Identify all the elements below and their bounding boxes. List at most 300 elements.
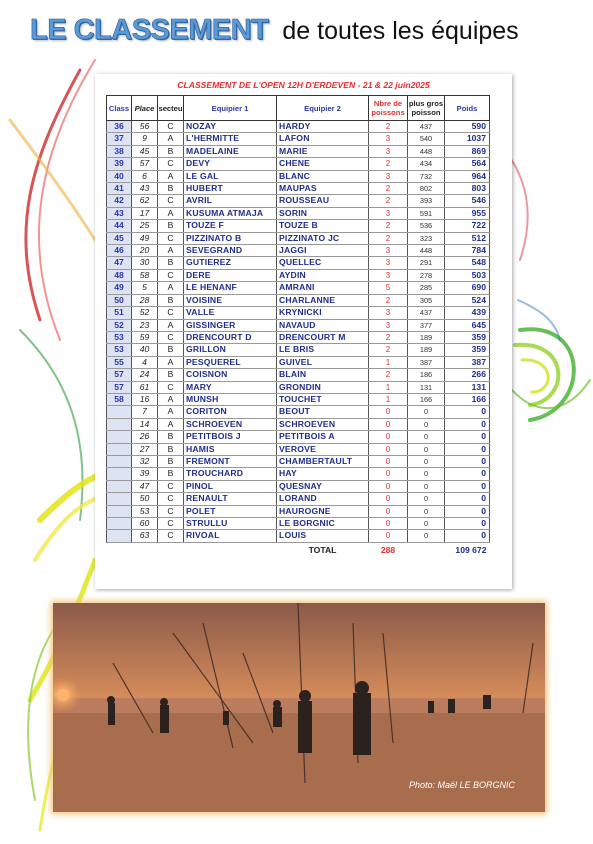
row-secteur: C bbox=[158, 518, 184, 530]
row-place: 43 bbox=[132, 183, 158, 195]
row-nb-poissons: 2 bbox=[369, 232, 408, 244]
row-class: 57 bbox=[107, 381, 132, 393]
row-secteur: C bbox=[158, 331, 184, 343]
table-row bbox=[107, 406, 490, 418]
heading-sub: de toutes les équipes bbox=[282, 17, 519, 45]
row-plus-gros: 0 bbox=[408, 431, 445, 443]
row-place: 53 bbox=[132, 505, 158, 517]
row-equipier1: KUSUMA ATMAJA bbox=[184, 207, 277, 219]
row-class bbox=[107, 406, 132, 418]
row-nb-poissons: 0 bbox=[369, 493, 408, 505]
row-nb-poissons: 0 bbox=[369, 455, 408, 467]
table-row bbox=[107, 319, 490, 331]
table-row bbox=[107, 468, 490, 480]
row-equipier2: DRENCOURT M bbox=[277, 331, 369, 343]
table-row bbox=[107, 121, 490, 133]
table-header-row bbox=[107, 96, 490, 121]
row-place: 16 bbox=[132, 393, 158, 405]
row-equipier1: LE HENANF bbox=[184, 282, 277, 294]
row-plus-gros: 0 bbox=[408, 406, 445, 418]
row-poids: 722 bbox=[445, 220, 490, 232]
table-row bbox=[107, 183, 490, 195]
row-equipier2: HARDY bbox=[277, 121, 369, 133]
row-poids: 524 bbox=[445, 294, 490, 306]
row-place: 50 bbox=[132, 493, 158, 505]
ranking-table bbox=[106, 95, 490, 557]
row-class: 52 bbox=[107, 319, 132, 331]
row-place: 5 bbox=[132, 282, 158, 294]
row-poids: 359 bbox=[445, 331, 490, 343]
row-class: 53 bbox=[107, 331, 132, 343]
row-plus-gros: 448 bbox=[408, 245, 445, 257]
row-class: 40 bbox=[107, 170, 132, 182]
row-nb-poissons: 0 bbox=[369, 468, 408, 480]
table-row bbox=[107, 418, 490, 430]
row-place: 40 bbox=[132, 344, 158, 356]
row-equipier2: PIZZINATO JC bbox=[277, 232, 369, 244]
row-equipier2: SORIN bbox=[277, 207, 369, 219]
row-place: 25 bbox=[132, 220, 158, 232]
row-class bbox=[107, 468, 132, 480]
row-poids: 0 bbox=[445, 455, 490, 467]
row-place: 6 bbox=[132, 170, 158, 182]
table-row bbox=[107, 207, 490, 219]
row-class bbox=[107, 480, 132, 492]
row-equipier2: LOUIS bbox=[277, 530, 369, 542]
row-nb-poissons: 2 bbox=[369, 344, 408, 356]
total-weight: 109 672 bbox=[455, 544, 487, 555]
row-nb-poissons: 1 bbox=[369, 381, 408, 393]
row-poids: 869 bbox=[445, 145, 490, 157]
row-nb-poissons: 3 bbox=[369, 145, 408, 157]
row-poids: 590 bbox=[445, 121, 490, 133]
row-secteur: A bbox=[158, 207, 184, 219]
row-secteur: B bbox=[158, 443, 184, 455]
row-secteur: A bbox=[158, 319, 184, 331]
row-equipier1: NOZAY bbox=[184, 121, 277, 133]
row-secteur: A bbox=[158, 245, 184, 257]
row-equipier2: LAFON bbox=[277, 133, 369, 145]
fishing-photo bbox=[53, 603, 545, 812]
row-equipier2: PETITBOIS A bbox=[277, 431, 369, 443]
row-secteur: C bbox=[158, 480, 184, 492]
row-secteur: C bbox=[158, 232, 184, 244]
table-row bbox=[107, 257, 490, 269]
row-secteur: C bbox=[158, 121, 184, 133]
row-plus-gros: 387 bbox=[408, 356, 445, 368]
row-plus-gros: 437 bbox=[408, 121, 445, 133]
row-class: 41 bbox=[107, 183, 132, 195]
row-class bbox=[107, 443, 132, 455]
table-row bbox=[107, 232, 490, 244]
row-place: 60 bbox=[132, 518, 158, 530]
row-equipier2: MAUPAS bbox=[277, 183, 369, 195]
row-plus-gros: 393 bbox=[408, 195, 445, 207]
row-place: 14 bbox=[132, 418, 158, 430]
row-plus-gros: 732 bbox=[408, 170, 445, 182]
row-equipier1: VALLE bbox=[184, 307, 277, 319]
row-poids: 0 bbox=[445, 518, 490, 530]
row-equipier2: ROUSSEAU bbox=[277, 195, 369, 207]
row-place: 58 bbox=[132, 269, 158, 281]
row-poids: 690 bbox=[445, 282, 490, 294]
row-secteur: C bbox=[158, 505, 184, 517]
row-equipier2: CHENE bbox=[277, 158, 369, 170]
row-plus-gros: 189 bbox=[408, 344, 445, 356]
row-place: 27 bbox=[132, 443, 158, 455]
row-poids: 131 bbox=[445, 381, 490, 393]
row-nb-poissons: 3 bbox=[369, 207, 408, 219]
row-equipier2: CHARLANNE bbox=[277, 294, 369, 306]
row-equipier1: PESQUEREL bbox=[184, 356, 277, 368]
row-equipier1: DEVY bbox=[184, 158, 277, 170]
col-place: Place bbox=[132, 96, 158, 121]
row-equipier2: HAY bbox=[277, 468, 369, 480]
row-secteur: A bbox=[158, 356, 184, 368]
row-poids: 784 bbox=[445, 245, 490, 257]
row-equipier2: MARIE bbox=[277, 145, 369, 157]
row-class bbox=[107, 418, 132, 430]
row-class: 36 bbox=[107, 121, 132, 133]
table-row bbox=[107, 294, 490, 306]
row-class bbox=[107, 518, 132, 530]
row-class: 45 bbox=[107, 232, 132, 244]
heading-main: LE CLASSEMENT bbox=[30, 14, 269, 46]
table-row bbox=[107, 158, 490, 170]
row-equipier1: SCHROEVEN bbox=[184, 418, 277, 430]
row-secteur: B bbox=[158, 257, 184, 269]
row-place: 61 bbox=[132, 381, 158, 393]
row-plus-gros: 437 bbox=[408, 307, 445, 319]
row-class bbox=[107, 493, 132, 505]
row-place: 59 bbox=[132, 331, 158, 343]
row-equipier2: GRONDIN bbox=[277, 381, 369, 393]
table-row bbox=[107, 455, 490, 467]
row-poids: 0 bbox=[445, 505, 490, 517]
row-place: 62 bbox=[132, 195, 158, 207]
row-poids: 645 bbox=[445, 319, 490, 331]
row-nb-poissons: 0 bbox=[369, 530, 408, 542]
row-plus-gros: 166 bbox=[408, 393, 445, 405]
total-label: TOTAL bbox=[308, 544, 337, 555]
row-equipier2: BEOUT bbox=[277, 406, 369, 418]
row-place: 17 bbox=[132, 207, 158, 219]
row-secteur: C bbox=[158, 307, 184, 319]
table-row bbox=[107, 195, 490, 207]
row-plus-gros: 0 bbox=[408, 518, 445, 530]
row-nb-poissons: 1 bbox=[369, 356, 408, 368]
table-row bbox=[107, 245, 490, 257]
row-secteur: A bbox=[158, 406, 184, 418]
table-row bbox=[107, 530, 490, 542]
row-nb-poissons: 0 bbox=[369, 418, 408, 430]
table-row bbox=[107, 331, 490, 343]
row-place: 47 bbox=[132, 480, 158, 492]
ranking-sheet bbox=[95, 74, 512, 589]
row-nb-poissons: 3 bbox=[369, 133, 408, 145]
row-plus-gros: 377 bbox=[408, 319, 445, 331]
row-plus-gros: 0 bbox=[408, 418, 445, 430]
row-place: 45 bbox=[132, 145, 158, 157]
row-equipier1: DERE bbox=[184, 269, 277, 281]
table-row bbox=[107, 133, 490, 145]
table-row bbox=[107, 381, 490, 393]
row-equipier1: PIZZINATO B bbox=[184, 232, 277, 244]
row-plus-gros: 305 bbox=[408, 294, 445, 306]
row-equipier2: QUELLEC bbox=[277, 257, 369, 269]
row-secteur: B bbox=[158, 183, 184, 195]
row-equipier2: QUESNAY bbox=[277, 480, 369, 492]
row-place: 32 bbox=[132, 455, 158, 467]
row-equipier2: JAGGI bbox=[277, 245, 369, 257]
row-secteur: B bbox=[158, 145, 184, 157]
row-class: 57 bbox=[107, 369, 132, 381]
row-nb-poissons: 2 bbox=[369, 195, 408, 207]
row-secteur: B bbox=[158, 220, 184, 232]
row-equipier1: LE GAL bbox=[184, 170, 277, 182]
row-equipier1: GUTIEREZ bbox=[184, 257, 277, 269]
row-equipier1: DRENCOURT D bbox=[184, 331, 277, 343]
row-place: 30 bbox=[132, 257, 158, 269]
row-poids: 512 bbox=[445, 232, 490, 244]
row-equipier1: RENAULT bbox=[184, 493, 277, 505]
row-class: 53 bbox=[107, 344, 132, 356]
row-equipier1: L'HERMITTE bbox=[184, 133, 277, 145]
row-poids: 955 bbox=[445, 207, 490, 219]
row-nb-poissons: 3 bbox=[369, 257, 408, 269]
row-nb-poissons: 5 bbox=[369, 282, 408, 294]
table-row bbox=[107, 307, 490, 319]
table-row bbox=[107, 282, 490, 294]
photo-credit: Photo: Maël LE BORGNIC bbox=[408, 780, 515, 790]
row-plus-gros: 285 bbox=[408, 282, 445, 294]
table-row bbox=[107, 493, 490, 505]
col-secteur: secteu bbox=[158, 96, 184, 121]
row-plus-gros: 0 bbox=[408, 468, 445, 480]
row-poids: 548 bbox=[445, 257, 490, 269]
row-class: 50 bbox=[107, 294, 132, 306]
row-nb-poissons: 2 bbox=[369, 294, 408, 306]
row-poids: 387 bbox=[445, 356, 490, 368]
row-equipier1: PETITBOIS J bbox=[184, 431, 277, 443]
row-plus-gros: 186 bbox=[408, 369, 445, 381]
row-secteur: B bbox=[158, 455, 184, 467]
row-nb-poissons: 0 bbox=[369, 505, 408, 517]
row-class: 43 bbox=[107, 207, 132, 219]
row-nb-poissons: 2 bbox=[369, 220, 408, 232]
row-secteur: A bbox=[158, 170, 184, 182]
row-poids: 439 bbox=[445, 307, 490, 319]
row-nb-poissons: 3 bbox=[369, 269, 408, 281]
row-class: 48 bbox=[107, 269, 132, 281]
row-plus-gros: 291 bbox=[408, 257, 445, 269]
row-place: 57 bbox=[132, 158, 158, 170]
row-place: 49 bbox=[132, 232, 158, 244]
col-equipier2: Equipier 2 bbox=[277, 96, 369, 121]
row-class: 55 bbox=[107, 356, 132, 368]
row-secteur: A bbox=[158, 282, 184, 294]
row-equipier2: TOUZE B bbox=[277, 220, 369, 232]
total-fish: 288 bbox=[380, 544, 396, 555]
row-equipier1: HUBERT bbox=[184, 183, 277, 195]
row-secteur: B bbox=[158, 431, 184, 443]
table-row bbox=[107, 170, 490, 182]
row-poids: 0 bbox=[445, 493, 490, 505]
row-equipier2: TOUCHET bbox=[277, 393, 369, 405]
row-poids: 166 bbox=[445, 393, 490, 405]
table-row bbox=[107, 518, 490, 530]
row-place: 7 bbox=[132, 406, 158, 418]
row-nb-poissons: 0 bbox=[369, 480, 408, 492]
table-row bbox=[107, 480, 490, 492]
row-plus-gros: 0 bbox=[408, 443, 445, 455]
col-class: Class bbox=[107, 96, 132, 121]
row-place: 63 bbox=[132, 530, 158, 542]
table-row bbox=[107, 431, 490, 443]
row-equipier2: AYDIN bbox=[277, 269, 369, 281]
row-equipier2: BLAIN bbox=[277, 369, 369, 381]
row-equipier1: HAMIS bbox=[184, 443, 277, 455]
row-poids: 266 bbox=[445, 369, 490, 381]
row-plus-gros: 0 bbox=[408, 480, 445, 492]
row-secteur: A bbox=[158, 418, 184, 430]
row-nb-poissons: 3 bbox=[369, 319, 408, 331]
table-row bbox=[107, 393, 490, 405]
row-secteur: B bbox=[158, 468, 184, 480]
row-place: 52 bbox=[132, 307, 158, 319]
row-nb-poissons: 1 bbox=[369, 393, 408, 405]
row-equipier2: VEROVE bbox=[277, 443, 369, 455]
row-place: 9 bbox=[132, 133, 158, 145]
row-equipier1: TROUCHARD bbox=[184, 468, 277, 480]
row-poids: 803 bbox=[445, 183, 490, 195]
row-poids: 0 bbox=[445, 406, 490, 418]
row-class: 44 bbox=[107, 220, 132, 232]
row-nb-poissons: 0 bbox=[369, 431, 408, 443]
row-plus-gros: 448 bbox=[408, 145, 445, 157]
row-place: 20 bbox=[132, 245, 158, 257]
total-row bbox=[107, 542, 490, 557]
row-equipier2: AMRANI bbox=[277, 282, 369, 294]
row-poids: 1037 bbox=[445, 133, 490, 145]
row-poids: 0 bbox=[445, 431, 490, 443]
row-secteur: C bbox=[158, 493, 184, 505]
row-secteur: C bbox=[158, 381, 184, 393]
row-equipier1: COISNON bbox=[184, 369, 277, 381]
row-nb-poissons: 2 bbox=[369, 369, 408, 381]
row-equipier2: LORAND bbox=[277, 493, 369, 505]
row-equipier2: HAUROGNE bbox=[277, 505, 369, 517]
row-equipier2: GUIVEL bbox=[277, 356, 369, 368]
row-class bbox=[107, 530, 132, 542]
row-nb-poissons: 2 bbox=[369, 183, 408, 195]
row-class bbox=[107, 431, 132, 443]
table-row bbox=[107, 443, 490, 455]
table-row bbox=[107, 269, 490, 281]
row-poids: 503 bbox=[445, 269, 490, 281]
row-equipier2: CHAMBERTAULT bbox=[277, 455, 369, 467]
row-equipier2: KRYNICKI bbox=[277, 307, 369, 319]
row-place: 23 bbox=[132, 319, 158, 331]
row-equipier1: AVRIL bbox=[184, 195, 277, 207]
row-equipier1: MADELAINE bbox=[184, 145, 277, 157]
row-equipier1: FREMONT bbox=[184, 455, 277, 467]
table-row bbox=[107, 220, 490, 232]
row-plus-gros: 0 bbox=[408, 455, 445, 467]
row-plus-gros: 278 bbox=[408, 269, 445, 281]
table-row bbox=[107, 369, 490, 381]
row-equipier1: GRILLON bbox=[184, 344, 277, 356]
table-row bbox=[107, 145, 490, 157]
col-poids: Poids bbox=[445, 96, 490, 121]
row-nb-poissons: 3 bbox=[369, 170, 408, 182]
row-poids: 0 bbox=[445, 530, 490, 542]
row-class bbox=[107, 455, 132, 467]
row-class bbox=[107, 505, 132, 517]
row-plus-gros: 323 bbox=[408, 232, 445, 244]
row-secteur: A bbox=[158, 393, 184, 405]
row-equipier1: TOUZE F bbox=[184, 220, 277, 232]
row-place: 4 bbox=[132, 356, 158, 368]
row-equipier1: STRULLU bbox=[184, 518, 277, 530]
page-heading bbox=[30, 14, 519, 54]
row-poids: 546 bbox=[445, 195, 490, 207]
row-class: 39 bbox=[107, 158, 132, 170]
row-secteur: B bbox=[158, 344, 184, 356]
row-nb-poissons: 0 bbox=[369, 518, 408, 530]
row-class: 51 bbox=[107, 307, 132, 319]
table-row bbox=[107, 356, 490, 368]
row-poids: 564 bbox=[445, 158, 490, 170]
row-poids: 0 bbox=[445, 418, 490, 430]
row-nb-poissons: 3 bbox=[369, 307, 408, 319]
row-equipier2: SCHROEVEN bbox=[277, 418, 369, 430]
row-secteur: C bbox=[158, 195, 184, 207]
sheet-title: CLASSEMENT DE L'OPEN 12H D'ERDEVEN - 21 & 22 juin2025 bbox=[177, 80, 430, 90]
row-secteur: B bbox=[158, 294, 184, 306]
row-equipier2: LE BRIS bbox=[277, 344, 369, 356]
row-secteur: C bbox=[158, 158, 184, 170]
row-poids: 0 bbox=[445, 468, 490, 480]
row-plus-gros: 434 bbox=[408, 158, 445, 170]
row-plus-gros: 802 bbox=[408, 183, 445, 195]
row-class: 49 bbox=[107, 282, 132, 294]
row-plus-gros: 0 bbox=[408, 493, 445, 505]
row-poids: 359 bbox=[445, 344, 490, 356]
row-plus-gros: 0 bbox=[408, 505, 445, 517]
row-equipier1: MUNSH bbox=[184, 393, 277, 405]
row-equipier1: CORITON bbox=[184, 406, 277, 418]
row-poids: 964 bbox=[445, 170, 490, 182]
row-equipier1: GISSINGER bbox=[184, 319, 277, 331]
col-nb-poissons: Nbre de poissons bbox=[369, 96, 408, 121]
row-equipier1: RIVOAL bbox=[184, 530, 277, 542]
row-equipier1: PINOL bbox=[184, 480, 277, 492]
row-place: 56 bbox=[132, 121, 158, 133]
row-place: 24 bbox=[132, 369, 158, 381]
col-equipier1: Equipier 1 bbox=[184, 96, 277, 121]
row-poids: 0 bbox=[445, 480, 490, 492]
row-secteur: C bbox=[158, 530, 184, 542]
row-nb-poissons: 0 bbox=[369, 443, 408, 455]
row-equipier1: MARY bbox=[184, 381, 277, 393]
row-plus-gros: 189 bbox=[408, 331, 445, 343]
row-plus-gros: 536 bbox=[408, 220, 445, 232]
row-poids: 0 bbox=[445, 443, 490, 455]
row-equipier1: POLET bbox=[184, 505, 277, 517]
row-equipier1: SEVEGRAND bbox=[184, 245, 277, 257]
row-nb-poissons: 2 bbox=[369, 158, 408, 170]
